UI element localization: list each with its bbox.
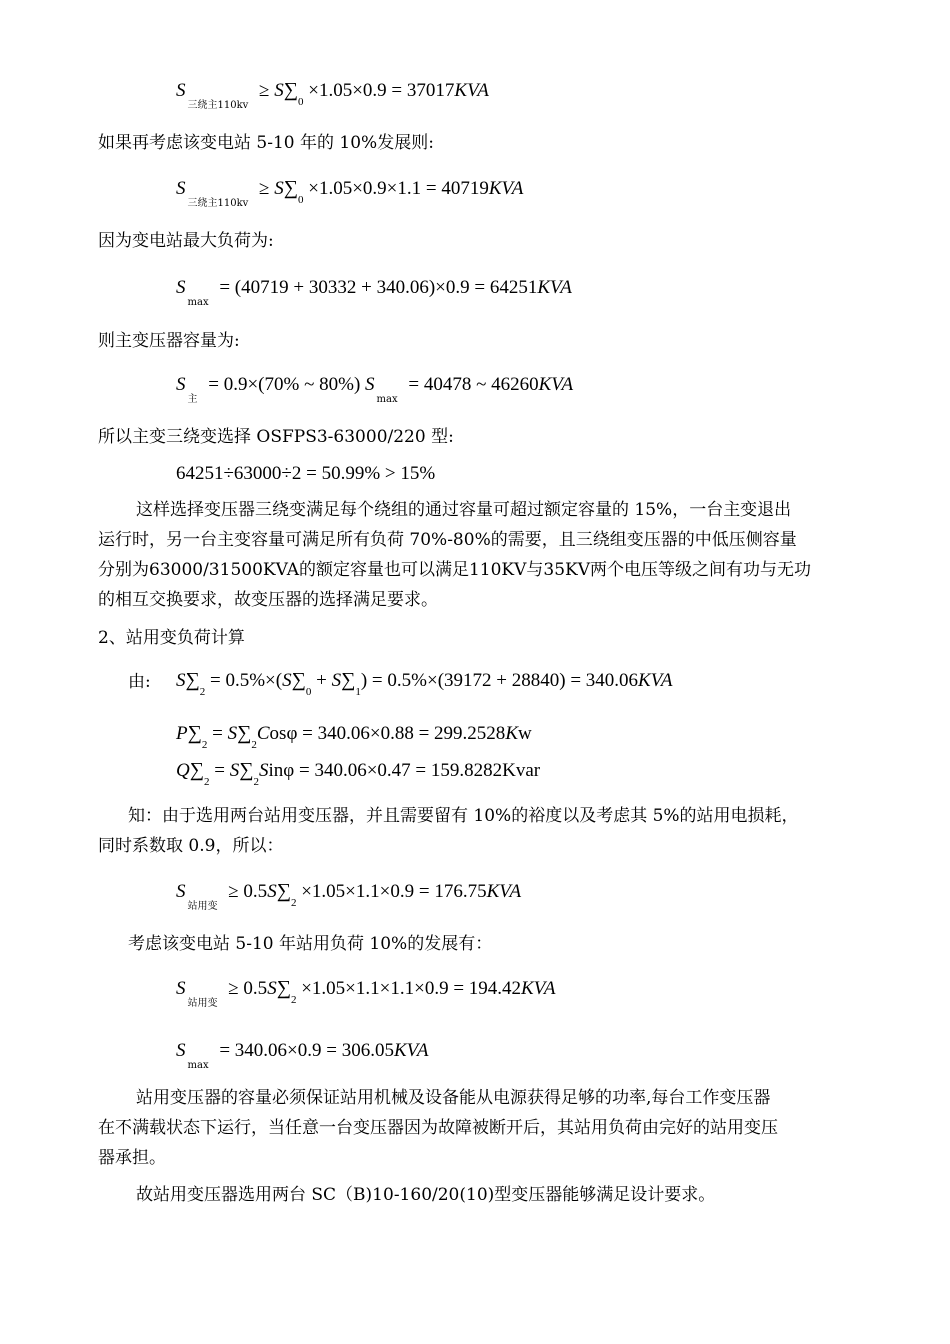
eq-subscript: 2 [199, 686, 206, 698]
eq-subscript: max [187, 1060, 209, 1071]
equation-s-max-station [176, 1039, 429, 1071]
eq-symbol: P [176, 723, 188, 744]
eq-symbol: Q [176, 760, 190, 781]
eq-unit: KVA [521, 978, 556, 999]
equation-q-sum2 [176, 758, 541, 788]
paragraph-line: 故站用变压器选用两台 SC（B)10-160/20(10)型变压器能够满足设计要求。 [136, 1185, 716, 1205]
eq-expression: ) = 0.5%×(39172 + 28840) = 340.06 [360, 670, 639, 691]
eq-operator: + [316, 670, 327, 691]
eq-unit: K [505, 723, 518, 744]
eq-expression: = 40478 ~ 46260 [408, 374, 539, 395]
equation-s-station-1 [176, 879, 522, 912]
eq-subscript: 主 [187, 394, 198, 405]
eq-subscript: 2 [251, 739, 257, 751]
equation-s-three-winding-2 [176, 176, 524, 209]
sigma-symbol: ∑ [283, 79, 298, 101]
eq-symbol: S [274, 80, 284, 101]
eq-symbol: S [176, 670, 186, 691]
text-line: 则主变压器容量为: [98, 331, 240, 351]
eq-unit: KVA [488, 178, 524, 199]
equation-label: 由: [128, 672, 151, 692]
eq-subscript: 0 [298, 194, 304, 206]
eq-symbol: S [258, 760, 269, 781]
paragraph-line: 的相互交换要求，故变压器的选择满足要求。 [98, 590, 438, 610]
eq-expression: ×1.05×1.1×0.9 = 176.75 [301, 881, 487, 902]
eq-subscript: 1 [355, 686, 361, 698]
eq-unit: KVA [454, 80, 489, 101]
eq-operator: = [212, 723, 223, 744]
eq-symbol: S [176, 374, 186, 395]
eq-operator: = [214, 760, 225, 781]
paragraph-line: 知：由于选用两台站用变压器，并且需要留有 10%的裕度以及考虑其 5%的站用电损耗， [128, 806, 799, 826]
sigma-symbol: ∑ [187, 722, 202, 744]
equation-ratio: 64251÷63000÷2 = 50.99% > 15% [176, 463, 436, 484]
eq-symbol: S [176, 1040, 186, 1061]
eq-symbol: S [176, 80, 186, 101]
sigma-symbol: ∑ [291, 669, 306, 691]
eq-subscript: max [376, 394, 398, 405]
sigma-symbol: ∑ [276, 880, 291, 902]
sigma-symbol: ∑ [239, 759, 254, 781]
eq-symbol: C [256, 723, 270, 744]
equation-s-station-2 [176, 976, 556, 1009]
equation-s-max [176, 276, 572, 308]
eq-symbol: S [176, 881, 186, 902]
paragraph-line: 站用变压器的容量必须保证站用机械及设备能从电源获得足够的功率,每台工作变压器 [136, 1088, 771, 1108]
eq-expression: ×1.05×1.1×1.1×0.9 = 194.42 [301, 978, 522, 999]
section-heading: 2、站用变负荷计算 [98, 628, 245, 648]
eq-symbol: S [365, 374, 375, 395]
eq-subscript: 三绕主110kv [187, 198, 249, 209]
sigma-symbol: ∑ [276, 977, 291, 999]
eq-subscript: 2 [204, 776, 210, 788]
eq-subscript: 站用变 [187, 901, 218, 912]
eq-subscript: 三绕主110kv [187, 100, 249, 111]
eq-expression: ≥ 0.5 [228, 978, 268, 999]
eq-subscript: 站用变 [187, 998, 218, 1009]
eq-symbol: S [331, 670, 342, 691]
eq-subscript: max [187, 297, 209, 308]
eq-expression: = (40719 + 30332 + 340.06)×0.9 = 64251 [219, 277, 538, 298]
eq-operator: ≥ [259, 178, 270, 199]
equation-s-main [176, 373, 574, 405]
eq-symbol: S [176, 978, 186, 999]
eq-unit: w [518, 723, 532, 744]
equation-s-sum2 [176, 668, 673, 698]
eq-symbol: S [282, 670, 292, 691]
eq-unit: KVA [394, 1040, 429, 1061]
sigma-symbol: ∑ [341, 669, 356, 691]
sigma-symbol: ∑ [189, 759, 204, 781]
eq-symbol: S [229, 760, 240, 781]
text-line: 考虑该变电站 5-10 年站用负荷 10%的发展有： [128, 934, 493, 954]
equation-p-sum2 [176, 721, 532, 751]
text-line: 如果再考虑该变电站 5-10 年的 10%发展则: [98, 133, 434, 153]
sigma-symbol: ∑ [283, 177, 298, 199]
eq-expression: = 0.5%×( [210, 670, 283, 691]
text-line: 所以主变三绕变选择 OSFPS3-63000/220 型: [98, 427, 454, 447]
eq-expression: osφ = 340.06×0.88 = 299.2528 [269, 723, 506, 744]
eq-expression: inφ = 340.06×0.47 = 159.8282Kvar [268, 760, 541, 781]
text-line: 因为变电站最大负荷为: [98, 231, 274, 251]
eq-expression: = 0.9×(70% ~ 80%) [208, 374, 361, 395]
eq-expression: ×1.05×0.9×1.1 = 40719 [308, 178, 489, 199]
paragraph-line: 运行时，另一台主变容量可满足所有负荷 70%-80%的需要，且三绕组变压器的中低压侧容量 [98, 530, 797, 550]
eq-subscript: 2 [201, 739, 208, 751]
eq-symbol: S [267, 978, 277, 999]
eq-expression: ≥ 0.5 [228, 881, 268, 902]
paragraph-line: 在不满载状态下运行，当任意一台变压器因为故障被断开后，其站用负荷由完好的站用变压 [98, 1118, 778, 1138]
eq-subscript: 2 [253, 776, 259, 788]
eq-subscript: 0 [305, 686, 312, 698]
eq-symbol: S [227, 723, 238, 744]
paragraph-line: 分别为63000/31500KVA的额定容量也可以满足110KV与35KV两个电压等级之间有功与无功 [98, 560, 812, 580]
sigma-symbol: ∑ [185, 669, 200, 691]
eq-subscript: 0 [298, 96, 304, 108]
paragraph-line: 器承担。 [98, 1148, 166, 1168]
paragraph-line: 这样选择变压器三绕变满足每个绕组的通过容量可超过额定容量的 15%，一台主变退出 [136, 500, 792, 520]
eq-subscript: 2 [290, 897, 297, 909]
eq-operator: ≥ [259, 80, 270, 101]
paragraph-line: 同时系数取 0.9，所以： [98, 836, 284, 856]
eq-symbol: S [267, 881, 277, 902]
eq-unit: KVA [486, 881, 522, 902]
eq-expression: = 340.06×0.9 = 306.05 [219, 1040, 394, 1061]
eq-unit: KVA [638, 670, 673, 691]
eq-unit: KVA [537, 277, 572, 298]
eq-symbol: S [274, 178, 284, 199]
eq-expression: ×1.05×0.9 = 37017 [308, 80, 455, 101]
eq-unit: KVA [538, 374, 574, 395]
eq-subscript: 2 [290, 994, 297, 1006]
sigma-symbol: ∑ [237, 722, 252, 744]
eq-symbol: S [176, 277, 186, 298]
eq-symbol: S [176, 178, 186, 199]
equation-s-three-winding-1 [176, 78, 489, 111]
